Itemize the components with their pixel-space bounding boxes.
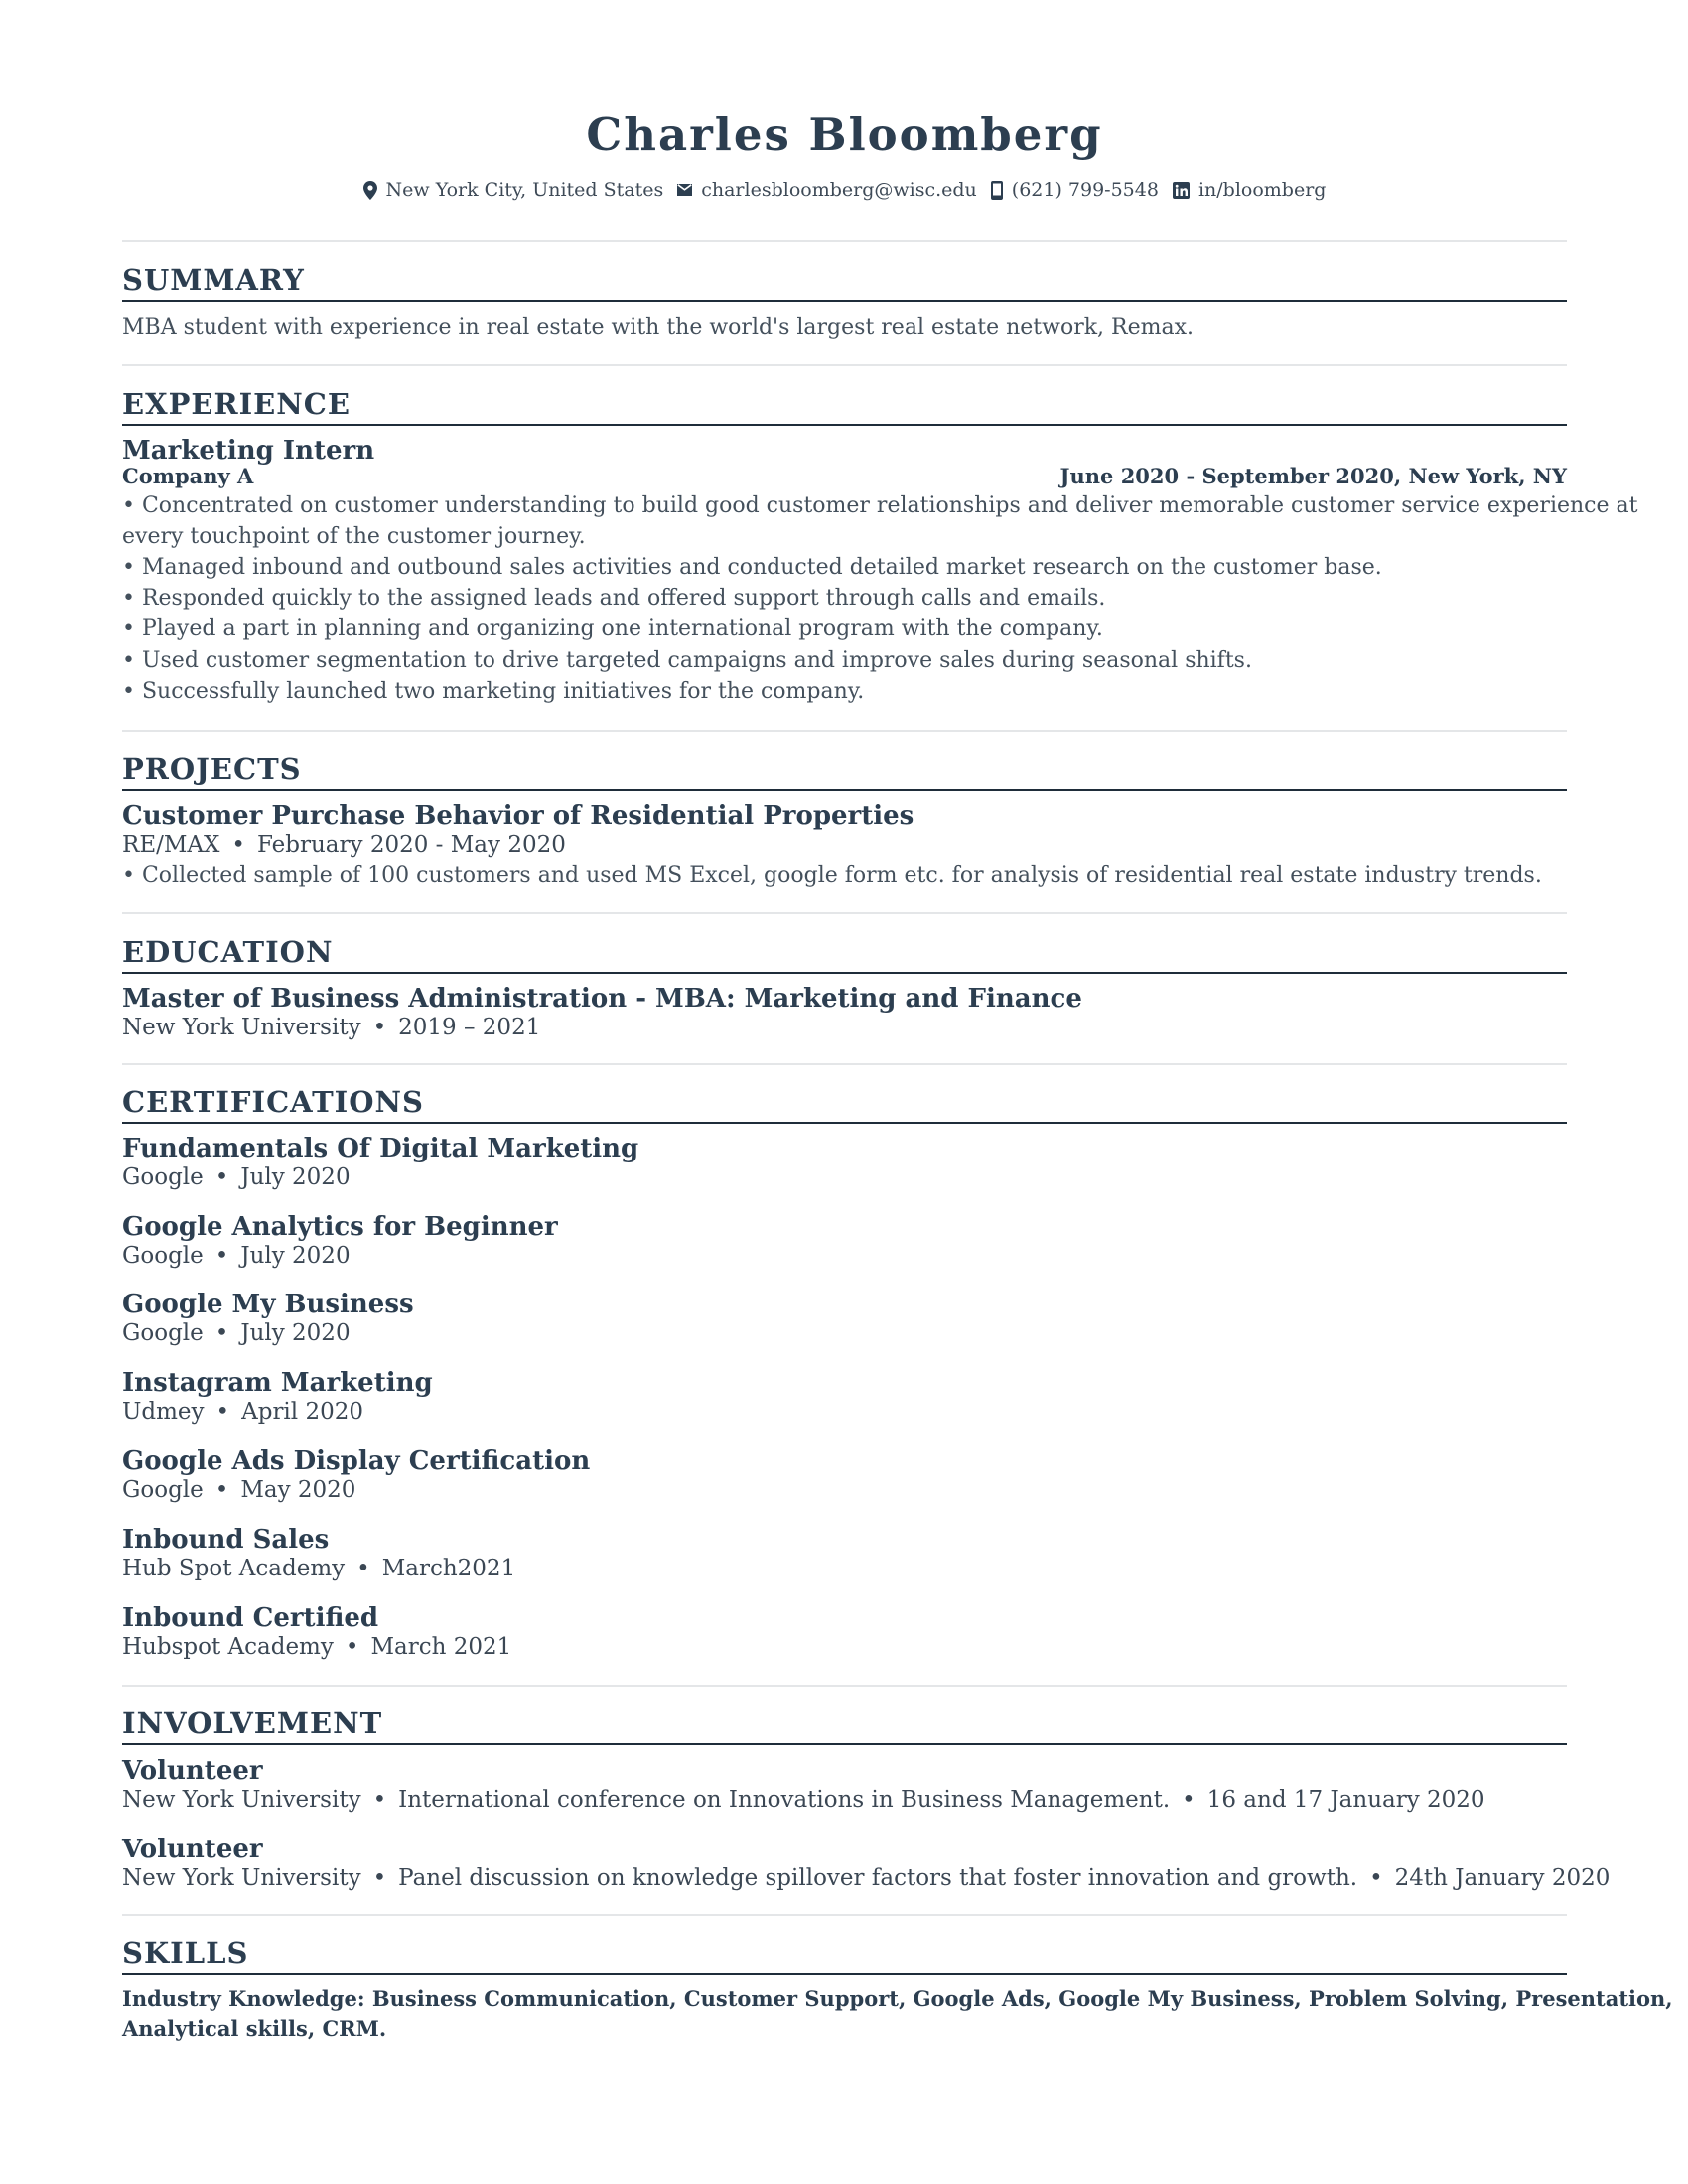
certification-name: Google My Business [122, 1290, 414, 1319]
certification-meta [122, 1162, 351, 1192]
experience-bullet: • Concentrated on customer understanding to build good customer relationships and deliver memorable customer service experience at [122, 493, 1638, 518]
location-text: New York City, United States [385, 179, 664, 201]
involvement-role: Volunteer [122, 1756, 263, 1786]
certification-date: March2021 [381, 1556, 516, 1581]
divider [122, 1685, 1567, 1687]
envelope-icon [677, 184, 692, 196]
separator-dot: • [372, 1787, 387, 1813]
certification-name: Google Analytics for Beginner [122, 1212, 558, 1242]
certification-issuer: Google [122, 1164, 204, 1190]
separator-dot: • [215, 1399, 230, 1425]
experience-bullet: • Successfully launched two marketing initiatives for the company. [122, 679, 865, 704]
certification-date: March 2021 [370, 1634, 512, 1660]
certification-issuer: Google [122, 1320, 204, 1346]
phone-text: (621) 799-5548 [1011, 179, 1159, 201]
linkedin-icon [1173, 182, 1190, 199]
certification-name: Inbound Sales [122, 1525, 330, 1555]
skills-line: Analytical skills, CRM. [122, 2016, 387, 2041]
certification-date: May 2020 [240, 1477, 356, 1503]
involvement-desc: International conference on Innovations in Business Management. [398, 1787, 1171, 1813]
divider [122, 730, 1567, 732]
experience-bullet: • Played a part in planning and organizing one international program with the company. [122, 616, 1103, 641]
certification-name: Fundamentals Of Digital Marketing [122, 1134, 639, 1163]
separator-dot: • [372, 1015, 387, 1040]
project-dates: February 2020 - May 2020 [256, 832, 566, 858]
education-school: New York University [122, 1015, 361, 1040]
certification-date: July 2020 [240, 1320, 351, 1346]
involvement-role: Volunteer [122, 1835, 263, 1864]
separator-dot: • [214, 1164, 229, 1190]
certification-meta [122, 1632, 511, 1662]
certification-date: July 2020 [240, 1243, 351, 1269]
certification-issuer: Udmey [122, 1399, 205, 1425]
education-degree: Master of Business Administration - MBA: Marketing and Finance [122, 984, 1082, 1014]
linkedin-text: in/bloomberg [1197, 179, 1327, 201]
skills-line: Industry Knowledge: Business Communication, Customer Support, Google Ads, Google My Business, Problem Solving, Presentation, [122, 1986, 1673, 2011]
certification-issuer: Google [122, 1477, 204, 1503]
separator-dot: • [345, 1634, 359, 1660]
divider [122, 1914, 1567, 1916]
certification-meta [122, 1475, 355, 1505]
experience-company: Company A [122, 464, 254, 488]
certification-name: Google Ads Display Certification [122, 1446, 591, 1476]
skills-heading: SKILLS [122, 1935, 1567, 1975]
project-bullet: • Collected sample of 100 customers and used MS Excel, google form etc. for analysis of residential real estate industry trends. [122, 863, 1542, 887]
separator-dot: • [214, 1477, 229, 1503]
involvement-date: 24th January 2020 [1394, 1865, 1611, 1891]
certification-issuer: Hubspot Academy [122, 1634, 334, 1660]
experience-heading: EXPERIENCE [122, 386, 1567, 426]
projects-heading: PROJECTS [122, 751, 1567, 791]
email-text: charlesbloomberg@wisc.edu [701, 179, 977, 201]
phone-icon [991, 181, 1003, 200]
separator-dot: • [372, 1865, 387, 1891]
involvement-meta [122, 1863, 1610, 1893]
certification-meta [122, 1318, 351, 1348]
involvement-org: New York University [122, 1865, 361, 1891]
experience-bullet: • Used customer segmentation to drive targeted campaigns and improve sales during seasonal shifts. [122, 648, 1252, 673]
separator-dot: • [214, 1320, 229, 1346]
contact-email[interactable] [677, 176, 977, 204]
contact-phone[interactable] [991, 176, 1159, 204]
separator-dot: • [356, 1556, 370, 1581]
certification-issuer: Hub Spot Academy [122, 1556, 346, 1581]
divider [122, 240, 1567, 242]
separator-dot: • [231, 832, 245, 858]
divider [122, 912, 1567, 914]
certification-date: July 2020 [240, 1164, 351, 1190]
education-dates: 2019 – 2021 [398, 1015, 541, 1040]
certification-name: Instagram Marketing [122, 1368, 433, 1398]
certifications-heading: CERTIFICATIONS [122, 1084, 1567, 1124]
involvement-date: 16 and 17 January 2020 [1206, 1787, 1485, 1813]
summary-text: MBA student with experience in real estate with the world's largest real estate network, Remax. [122, 315, 1194, 340]
certification-meta [122, 1241, 351, 1271]
separator-dot: • [1369, 1865, 1383, 1891]
summary-heading: SUMMARY [122, 262, 1567, 302]
divider [122, 1063, 1567, 1065]
experience-dates-location: June 2020 - September 2020, New York, NY [1059, 464, 1567, 488]
experience-bullet: every touchpoint of the customer journey. [122, 524, 586, 549]
location-pin-icon [363, 181, 377, 200]
certification-issuer: Google [122, 1243, 204, 1269]
certification-name: Inbound Certified [122, 1603, 379, 1633]
involvement-heading: INVOLVEMENT [122, 1706, 1567, 1745]
divider [122, 364, 1567, 366]
separator-dot: • [214, 1243, 229, 1269]
involvement-org: New York University [122, 1787, 361, 1813]
contact-linkedin[interactable] [1173, 176, 1327, 204]
certification-meta [122, 1397, 363, 1427]
experience-bullet: • Managed inbound and outbound sales activities and conducted detailed market research on the customer base. [122, 555, 1382, 580]
project-name: Customer Purchase Behavior of Residential Properties [122, 801, 914, 831]
project-meta [122, 830, 566, 860]
experience-bullet: • Responded quickly to the assigned leads and offered support through calls and emails. [122, 586, 1106, 611]
certification-date: April 2020 [241, 1399, 363, 1425]
contact-bar [122, 176, 1567, 204]
involvement-meta [122, 1785, 1485, 1815]
experience-role: Marketing Intern [122, 436, 375, 466]
contact-location [363, 176, 664, 204]
candidate-name: Charles Bloomberg [586, 108, 1103, 161]
project-org: RE/MAX [122, 832, 220, 858]
involvement-desc: Panel discussion on knowledge spillover factors that foster innovation and growth. [398, 1865, 1358, 1891]
education-heading: EDUCATION [122, 934, 1567, 974]
certification-meta [122, 1554, 515, 1583]
separator-dot: • [1182, 1787, 1196, 1813]
education-meta [122, 1013, 540, 1042]
